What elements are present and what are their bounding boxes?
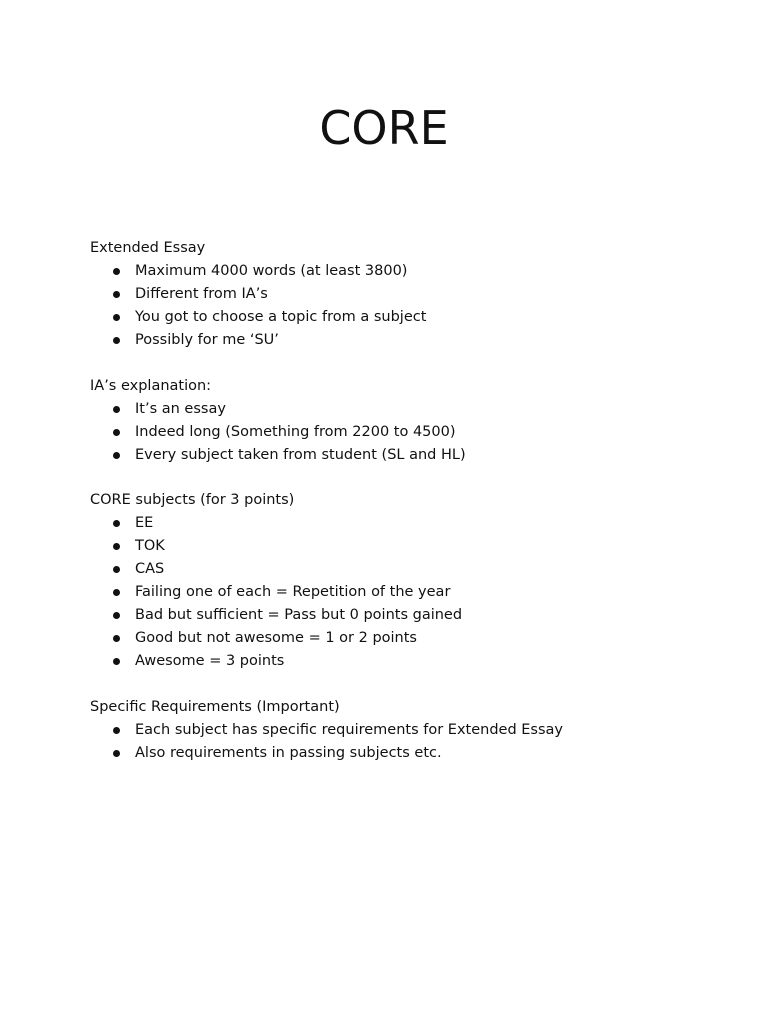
list-item xyxy=(90,283,730,306)
list-item xyxy=(90,398,730,421)
bullet-dot-icon xyxy=(113,589,120,596)
bullet-dot-icon xyxy=(113,268,120,275)
list-item-text: Also requirements in passing subjects etc. xyxy=(135,744,442,761)
list-item-text: It’s an essay xyxy=(135,400,226,417)
bullet-dot-icon xyxy=(113,406,120,413)
list-item xyxy=(90,581,730,604)
list-item xyxy=(90,260,730,283)
section-heading: CORE subjects (for 3 points) xyxy=(90,492,295,508)
list-item-text: Failing one of each = Repetition of the year xyxy=(135,584,451,600)
bullet-dot-icon xyxy=(113,291,120,298)
bullet-dot-icon xyxy=(113,727,120,734)
list-item-text: Bad but sufficient = Pass but 0 points gained xyxy=(135,607,463,623)
list-item xyxy=(90,329,730,352)
list-item-text: Indeed long (Something from 2200 to 4500) xyxy=(135,423,456,440)
list-item xyxy=(90,719,730,742)
bullet-dot-icon xyxy=(113,452,120,459)
section-heading: Extended Essay xyxy=(90,240,206,256)
list-item xyxy=(90,604,730,627)
section-heading: IA’s explanation: xyxy=(90,377,212,394)
list-item-text: Each subject has specific requirements for Extended Essay xyxy=(135,721,564,738)
bullet-dot-icon xyxy=(113,658,120,665)
section-specific-requirements xyxy=(90,696,730,765)
bullet-dot-icon xyxy=(113,543,120,550)
bullet-list xyxy=(90,260,730,352)
section-extended-essay xyxy=(90,237,730,352)
bullet-dot-icon xyxy=(113,566,120,573)
list-item xyxy=(90,421,730,444)
list-item xyxy=(90,650,730,673)
bullet-dot-icon xyxy=(113,429,120,436)
list-item xyxy=(90,306,730,329)
section-ia-explanation xyxy=(90,375,730,467)
list-item-text: CAS xyxy=(135,561,165,577)
list-item-text: Every subject taken from student (SL and HL) xyxy=(135,446,466,463)
list-item-text: You got to choose a topic from a subject xyxy=(135,309,427,325)
bullet-list xyxy=(90,719,730,765)
list-item-text: TOK xyxy=(135,538,165,554)
list-item-text: Possibly for me ‘SU’ xyxy=(135,332,279,348)
bullet-dot-icon xyxy=(113,520,120,527)
bullet-dot-icon xyxy=(113,750,120,757)
bullet-dot-icon xyxy=(113,635,120,642)
list-item-text: Different from IA’s xyxy=(135,286,268,302)
list-item-text: Good but not awesome = 1 or 2 points xyxy=(135,630,417,646)
bullet-dot-icon xyxy=(113,612,120,619)
section-heading: Specific Requirements (Important) xyxy=(90,698,340,715)
bullet-dot-icon xyxy=(113,314,120,321)
list-item-text: Awesome = 3 points xyxy=(135,653,285,669)
list-item xyxy=(90,627,730,650)
list-item xyxy=(90,444,730,467)
bullet-dot-icon xyxy=(113,337,120,344)
section-core-subjects xyxy=(90,489,730,673)
bullet-list xyxy=(90,512,730,673)
document-title: CORE xyxy=(319,101,449,155)
list-item xyxy=(90,558,730,581)
document-body xyxy=(90,237,730,787)
list-item xyxy=(90,535,730,558)
list-item-text: EE xyxy=(135,515,154,531)
list-item xyxy=(90,512,730,535)
list-item xyxy=(90,742,730,765)
list-item-text: Maximum 4000 words (at least 3800) xyxy=(135,263,408,279)
bullet-list xyxy=(90,398,730,467)
